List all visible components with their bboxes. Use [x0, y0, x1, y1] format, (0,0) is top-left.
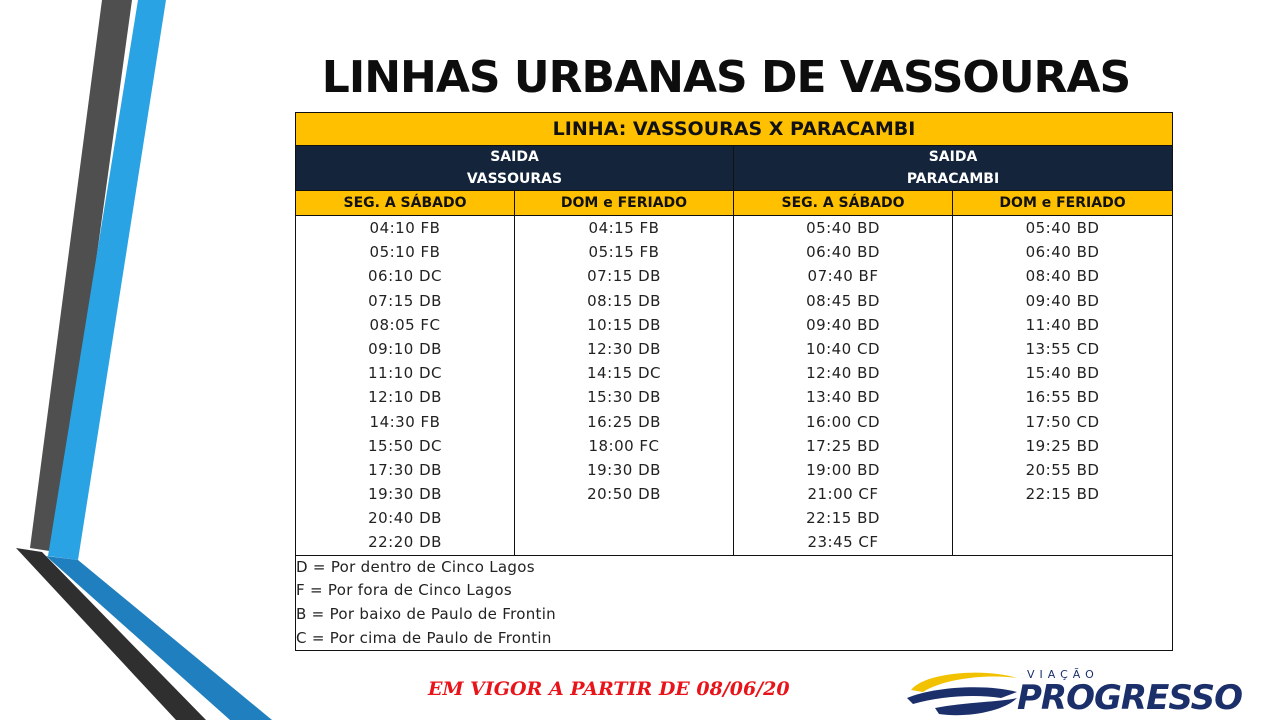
column-header: DOM e FERIADO — [953, 191, 1173, 216]
departure-time: 15:40 BD — [1025, 364, 1100, 383]
departure-vassouras — [296, 146, 734, 191]
departure-time: 05:15 FB — [588, 243, 660, 262]
departure-time: 15:30 DB — [587, 388, 661, 407]
departure-time: 09:40 BD — [1025, 291, 1100, 310]
departure-time: 06:10 DC — [367, 267, 443, 286]
departure-time: 08:40 BD — [1025, 267, 1100, 286]
departure-time: 22:15 BD — [1025, 485, 1100, 504]
departure-time: 08:15 DB — [587, 291, 661, 310]
legend-item: F = Por fora de Cinco Lagos — [296, 581, 512, 600]
departure-time: 07:15 DB — [587, 267, 661, 286]
departure-time: 12:30 DB — [587, 339, 661, 358]
departure-time: 19:25 BD — [1025, 436, 1100, 455]
departure-time: 13:40 BD — [806, 388, 880, 407]
legend — [296, 555, 1173, 651]
departure-time: 19:30 DB — [587, 460, 661, 479]
column-header: SEG. A SÁBADO — [296, 191, 515, 216]
departure-time: 04:15 FB — [588, 219, 660, 237]
schedule-table — [295, 112, 1173, 651]
column-header: SEG. A SÁBADO — [734, 191, 953, 216]
column-header: DOM e FERIADO — [515, 191, 734, 216]
departure-time: 07:40 BF — [807, 267, 879, 286]
departure-time: 09:40 BD — [806, 315, 880, 334]
route-title: LINHA: VASSOURAS X PARACAMBI — [296, 113, 1173, 146]
departure-time: 17:50 CD — [1025, 412, 1100, 431]
departure-time: 20:50 DB — [587, 485, 661, 504]
departure-time: 13:55 CD — [1025, 339, 1100, 358]
logo-swoosh-icon — [905, 668, 1025, 720]
departure-time: 14:15 DC — [586, 364, 662, 383]
times-column-paracambi-sunday — [953, 216, 1173, 556]
departure-time: 20:40 DB — [368, 509, 442, 528]
gray-stripe-lower — [16, 548, 206, 720]
days-header-row — [296, 191, 1173, 216]
departure-time: 11:10 DC — [367, 364, 443, 383]
departure-time: 08:05 FC — [369, 315, 441, 334]
legend-item: D = Por dentro de Cinco Lagos — [296, 557, 535, 576]
departure-city: VASSOURAS — [466, 171, 563, 187]
departure-time: 06:40 BD — [1025, 243, 1100, 262]
departure-time: 06:40 BD — [806, 243, 880, 262]
times-column-vassouras-sunday — [515, 216, 734, 556]
departure-time: 04:10 FB — [369, 219, 441, 237]
departure-time: 14:30 FB — [369, 412, 441, 431]
legend-item: C = Por cima de Paulo de Frontin — [296, 628, 552, 647]
departure-time: 07:15 DB — [368, 291, 442, 310]
departure-time: 19:30 DB — [368, 485, 442, 504]
departure-time: 17:30 DB — [368, 460, 442, 479]
departure-time: 18:00 FC — [588, 436, 660, 455]
page-title: LINHAS URBANAS DE VASSOURAS — [321, 52, 1131, 103]
times-row — [296, 216, 1173, 556]
company-logo — [905, 662, 1255, 720]
departure-time: 22:20 DB — [368, 533, 442, 552]
decorative-stripes — [0, 0, 300, 720]
departure-city: PARACAMBI — [906, 171, 1000, 187]
times-column-vassouras-weekday — [296, 216, 515, 556]
departure-time: 21:00 CF — [807, 485, 879, 504]
departure-time: 11:40 BD — [1025, 315, 1100, 334]
logo-brand-text: PROGRESSO — [1017, 678, 1242, 718]
logo-small-text: VIAÇÃO — [1027, 668, 1099, 681]
departure-time: 16:00 CD — [805, 412, 881, 431]
departure-time: 16:25 DB — [587, 412, 661, 431]
departure-time: 09:10 DB — [368, 339, 442, 358]
departure-time: 23:45 CF — [807, 533, 879, 552]
departure-time: 20:55 BD — [1025, 460, 1100, 479]
departure-time: 12:10 DB — [368, 388, 442, 407]
departure-row — [296, 146, 1173, 191]
departure-time: 10:40 CD — [805, 339, 881, 358]
departure-time: 05:40 BD — [806, 219, 880, 237]
legend-row — [296, 555, 1173, 651]
departure-time: 15:50 DC — [367, 436, 443, 455]
route-row — [296, 113, 1173, 146]
departure-time: 05:40 BD — [1025, 219, 1100, 237]
legend-item: B = Por baixo de Paulo de Frontin — [296, 605, 556, 623]
departure-time: 19:00 BD — [806, 460, 880, 479]
departure-time: 10:15 DB — [587, 315, 661, 334]
departure-time: 17:25 BD — [806, 436, 880, 455]
departure-time: 22:15 BD — [806, 509, 880, 528]
departure-label: SAIDA — [928, 149, 978, 165]
times-column-paracambi-weekday — [734, 216, 953, 556]
departure-time: 05:10 FB — [369, 243, 441, 262]
effective-date-notice: EM VIGOR A PARTIR DE 08/06/20 — [428, 678, 790, 700]
departure-time: 12:40 BD — [806, 364, 880, 383]
departure-label: SAIDA — [490, 149, 539, 165]
departure-paracambi — [734, 146, 1173, 191]
departure-time: 16:55 BD — [1025, 388, 1100, 407]
departure-time: 08:45 BD — [806, 291, 880, 310]
